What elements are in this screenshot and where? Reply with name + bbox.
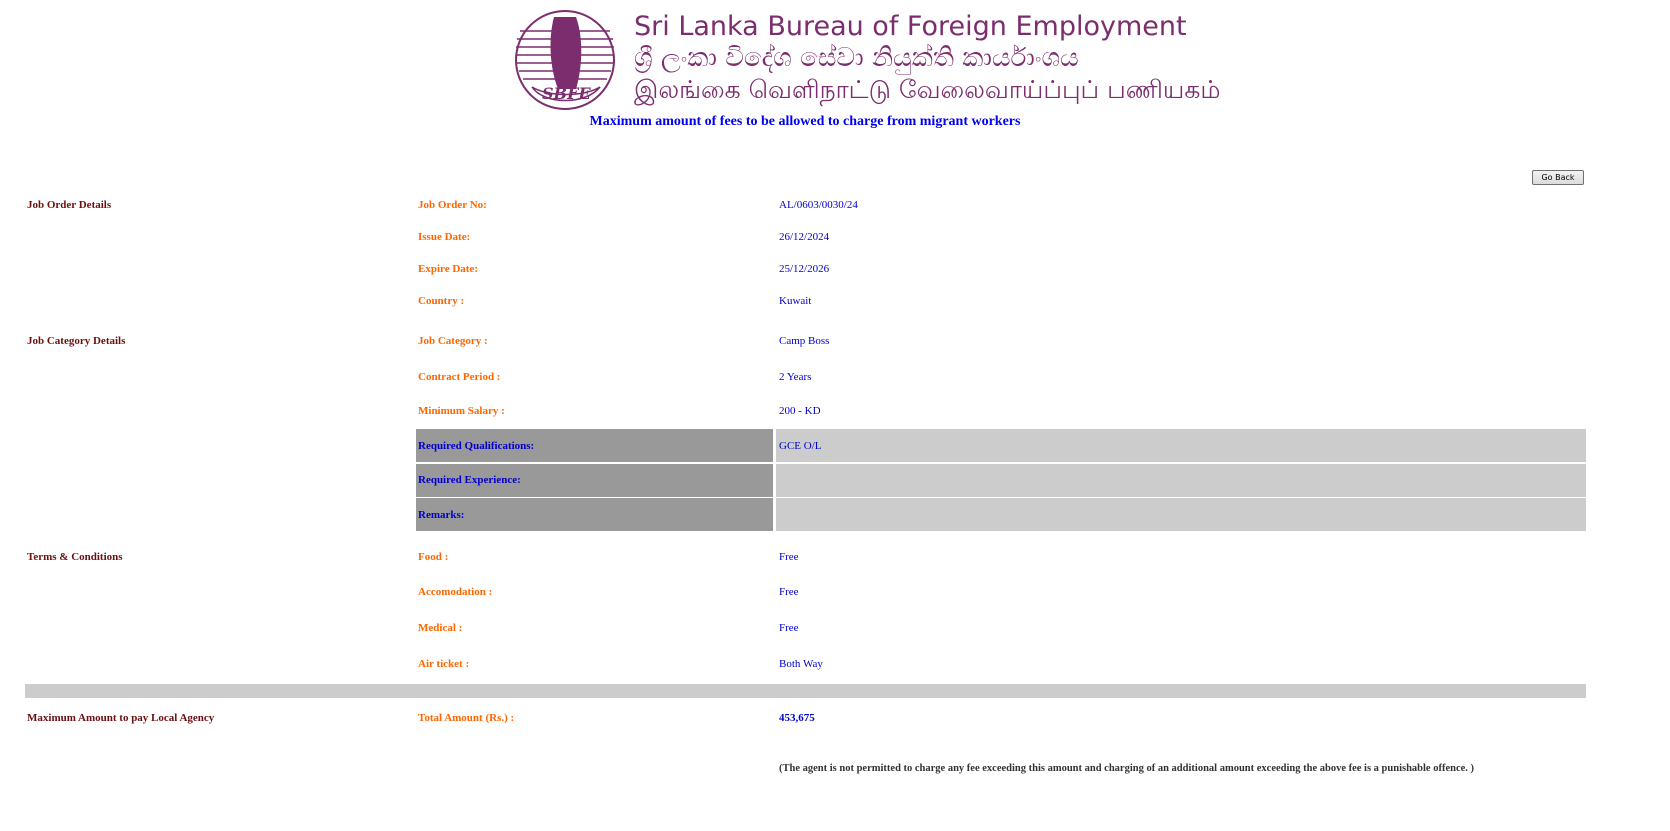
section-job-category: Job Category Details bbox=[27, 335, 126, 347]
logo-title-sinhala: ශ්‍රී ලංකා විදේශ සේවා නියුක්ති කාර්යාංශය bbox=[634, 43, 1079, 73]
job-order-no-value: AL/0603/0030/24 bbox=[779, 199, 858, 211]
job-category-label: Job Category : bbox=[418, 335, 488, 347]
minimum-salary-value: 200 - KD bbox=[779, 405, 821, 417]
issue-date-value: 26/12/2024 bbox=[779, 231, 830, 243]
remarks-label-cell bbox=[416, 498, 773, 531]
minimum-salary-label: Minimum Salary : bbox=[418, 405, 505, 417]
job-order-no-label: Job Order No: bbox=[418, 199, 487, 211]
qualifications-value-cell bbox=[776, 429, 1586, 462]
accommodation-value: Free bbox=[779, 586, 799, 598]
total-amount-value: 453,675 bbox=[779, 712, 815, 724]
remarks-label: Remarks: bbox=[418, 509, 465, 521]
sblfe-emblem-icon bbox=[514, 9, 616, 111]
section-max-amount: Maximum Amount to pay Local Agency bbox=[27, 712, 215, 724]
sblfe-logo bbox=[514, 9, 1221, 111]
expire-date-label: Expire Date: bbox=[418, 263, 478, 275]
total-amount-label: Total Amount (Rs.) : bbox=[418, 712, 515, 724]
remarks-value-cell bbox=[776, 498, 1586, 531]
section-terms: Terms & Conditions bbox=[27, 551, 123, 563]
air-ticket-label: Air ticket : bbox=[418, 658, 470, 670]
fee-warning-note: (The agent is not permitted to charge any fee exceeding this amount and charging of an additional amount exceeding the above fee is a punishable offence. ) bbox=[779, 763, 1475, 774]
food-label: Food : bbox=[418, 551, 449, 563]
food-value: Free bbox=[779, 551, 799, 563]
page-title: Maximum amount of fees to be allowed to charge from migrant workers bbox=[589, 114, 1021, 129]
logo-title-english: Sri Lanka Bureau of Foreign Employment bbox=[634, 11, 1187, 42]
accommodation-label: Accomodation : bbox=[418, 586, 493, 598]
air-ticket-value: Both Way bbox=[779, 658, 823, 670]
medical-label: Medical : bbox=[418, 622, 463, 634]
svg-text:SBFE: SBFE bbox=[542, 84, 591, 103]
country-label: Country : bbox=[418, 295, 465, 307]
job-category-value: Camp Boss bbox=[779, 335, 830, 347]
medical-value: Free bbox=[779, 622, 799, 634]
contract-period-value: 2 Years bbox=[779, 371, 812, 383]
experience-label: Required Experience: bbox=[418, 474, 521, 486]
section-separator bbox=[25, 684, 1586, 698]
expire-date-value: 25/12/2026 bbox=[779, 263, 830, 275]
contract-period-label: Contract Period : bbox=[418, 371, 501, 383]
section-job-order: Job Order Details bbox=[27, 199, 112, 211]
qualifications-value: GCE O/L bbox=[779, 440, 822, 452]
go-back-button[interactable]: Go Back bbox=[1532, 170, 1584, 185]
logo-title-tamil: இலங்கை வெளிநாட்டு வேலைவாய்ப்புப் பணியகம் bbox=[634, 75, 1221, 104]
qualifications-label: Required Qualifications: bbox=[418, 440, 535, 452]
issue-date-label: Issue Date: bbox=[418, 231, 471, 243]
experience-value-cell bbox=[776, 464, 1586, 497]
country-value: Kuwait bbox=[779, 295, 812, 307]
